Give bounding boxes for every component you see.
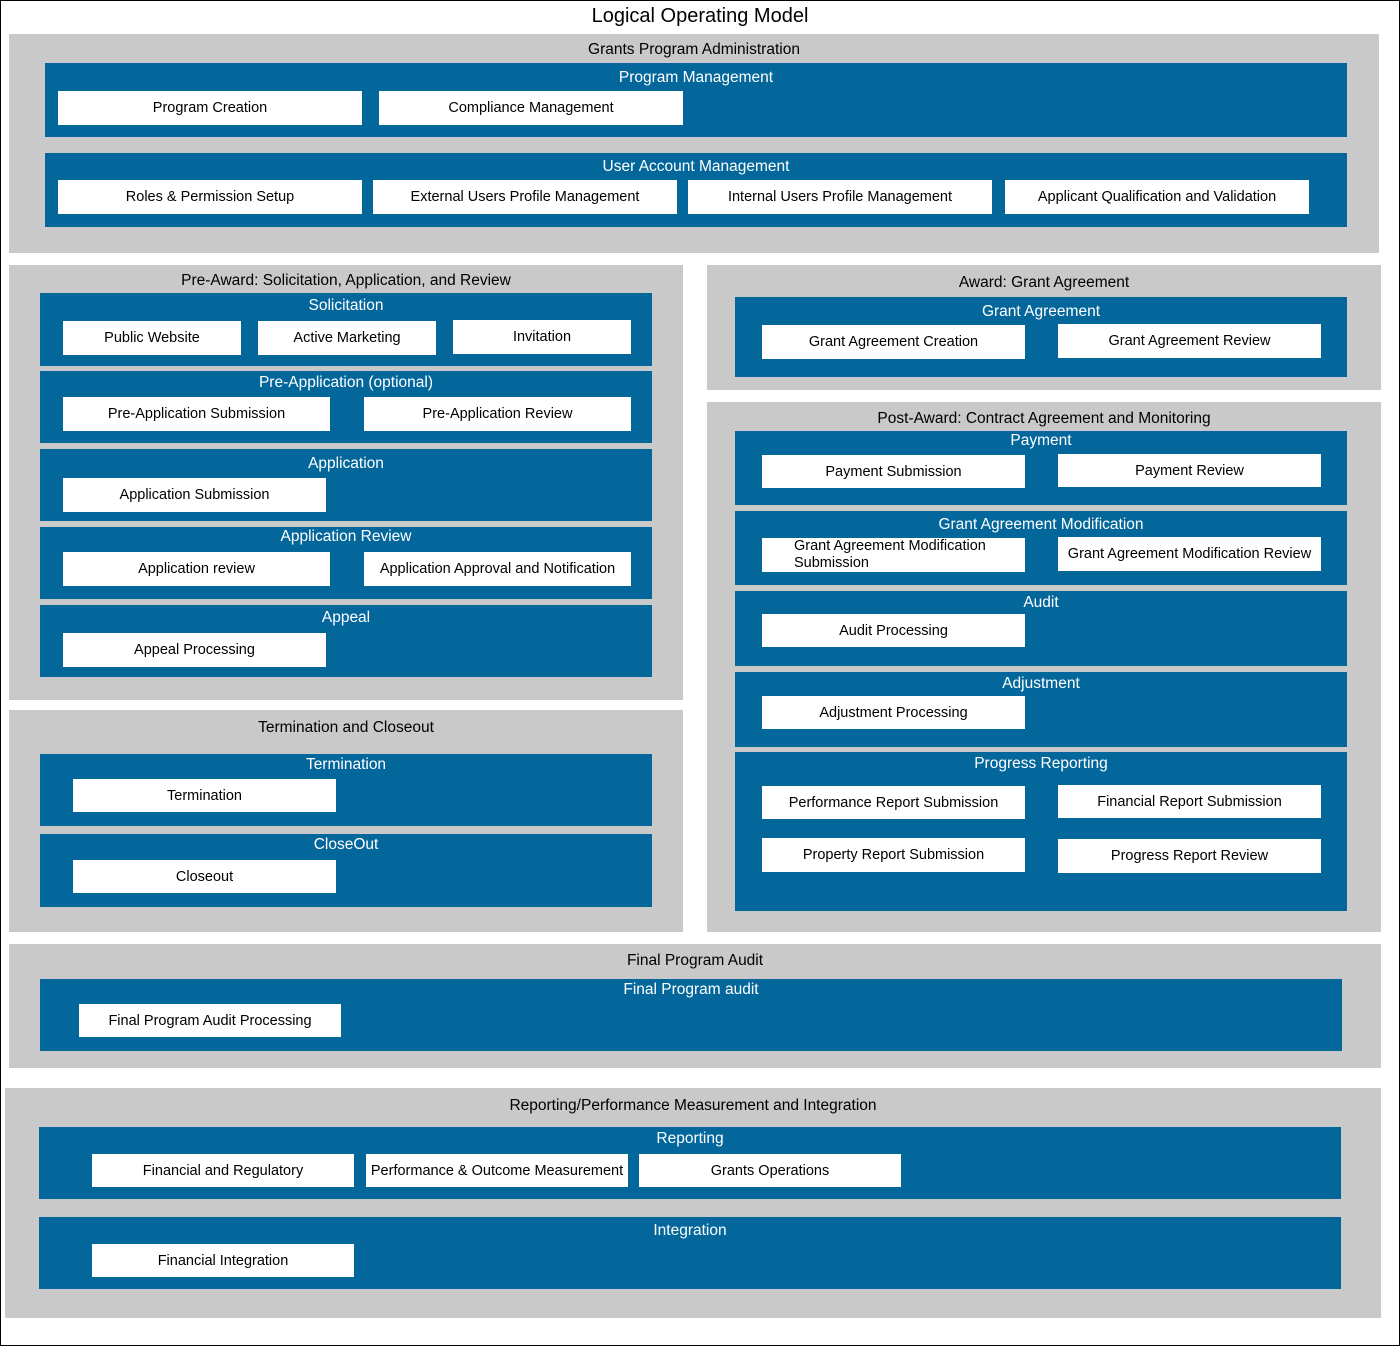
- user-account-management-title: User Account Management: [602, 158, 790, 175]
- modification-title: Grant Agreement Modification: [938, 516, 1144, 533]
- adjustment-panel: [735, 672, 1347, 747]
- termination-closeout-title: Termination and Closeout: [258, 719, 434, 736]
- payment-panel: [735, 431, 1347, 505]
- reporting-integration-panel: [5, 1088, 1381, 1318]
- user-account-management-panel: [45, 153, 1347, 227]
- application-title: Application: [308, 455, 384, 472]
- termination-subpanel: [40, 754, 652, 826]
- termination-subtitle: Termination: [305, 756, 387, 773]
- payment-review-box: Payment Review: [1058, 454, 1321, 487]
- public-website-box: Public Website: [63, 321, 241, 355]
- internal-users-box: Internal Users Profile Management: [688, 180, 992, 214]
- grants-admin-title: Grants Program Administration: [588, 41, 800, 58]
- adjustment-processing-box: Adjustment Processing: [762, 696, 1025, 729]
- closeout-subtitle: CloseOut: [313, 836, 379, 853]
- adjustment-title: Adjustment: [1002, 675, 1080, 692]
- audit-processing-box: Audit Processing: [762, 614, 1025, 647]
- grant-agreement-creation-box: Grant Agreement Creation: [762, 325, 1025, 359]
- grants-operations-box: Grants Operations: [639, 1154, 901, 1187]
- post-award-title: Post-Award: Contract Agreement and Monitoring: [877, 410, 1211, 427]
- pre-application-panel: [40, 371, 652, 443]
- modification-review-box: Grant Agreement Modification Review: [1058, 537, 1321, 571]
- payment-title: Payment: [1010, 432, 1072, 449]
- roles-permission-box: Roles & Permission Setup: [58, 180, 362, 214]
- modification-panel: [735, 511, 1347, 585]
- progress-reporting-panel: [735, 752, 1347, 911]
- grants-admin-panel: [9, 34, 1379, 253]
- progress-reporting-title: Progress Reporting: [974, 755, 1108, 772]
- financial-integration-box: Financial Integration: [92, 1244, 354, 1277]
- award-title: Award: Grant Agreement: [958, 274, 1130, 291]
- final-program-audit-subtitle: Final Program audit: [623, 981, 759, 998]
- performance-outcome-box: Performance & Outcome Measurement: [366, 1154, 628, 1187]
- termination-closeout-panel: [9, 710, 683, 932]
- appeal-panel: [40, 605, 652, 677]
- compliance-management-box: Compliance Management: [379, 91, 683, 125]
- post-award-panel: [707, 402, 1381, 932]
- application-panel: [40, 449, 652, 521]
- applicant-qualification-box: Applicant Qualification and Validation: [1005, 180, 1309, 214]
- closeout-box: Closeout: [73, 860, 336, 893]
- reporting-integration-title: Reporting/Performance Measurement and Integration: [509, 1097, 877, 1114]
- pre-application-submission-box: Pre-Application Submission: [63, 397, 330, 431]
- integration-subtitle: Integration: [653, 1222, 727, 1239]
- appeal-title: Appeal: [321, 609, 371, 626]
- closeout-subpanel: [40, 834, 652, 907]
- solicitation-panel: [40, 293, 652, 366]
- financial-regulatory-box: Financial and Regulatory: [92, 1154, 354, 1187]
- reporting-subpanel: [39, 1127, 1341, 1199]
- grant-agreement-panel: [735, 297, 1347, 377]
- external-users-box: External Users Profile Management: [373, 180, 677, 214]
- application-review-panel: [40, 527, 652, 599]
- modification-submission-box: Grant Agreement Modification Submission: [762, 538, 1025, 572]
- program-creation-box: Program Creation: [58, 91, 362, 125]
- performance-report-box: Performance Report Submission: [762, 786, 1025, 819]
- final-audit-processing-box: Final Program Audit Processing: [79, 1004, 341, 1037]
- pre-application-title: Pre-Application (optional): [258, 374, 434, 391]
- diagram-title: Logical Operating Model: [591, 5, 809, 27]
- audit-panel: [735, 591, 1347, 666]
- appeal-processing-box: Appeal Processing: [63, 633, 326, 667]
- integration-subpanel: [39, 1217, 1341, 1289]
- progress-report-review-box: Progress Report Review: [1058, 839, 1321, 873]
- grant-agreement-title: Grant Agreement: [981, 303, 1101, 320]
- financial-report-box: Financial Report Submission: [1058, 785, 1321, 818]
- application-approval-box: Application Approval and Notification: [364, 552, 631, 586]
- active-marketing-box: Active Marketing: [258, 321, 436, 355]
- final-audit-title: Final Program Audit: [626, 952, 764, 969]
- audit-title: Audit: [1023, 594, 1059, 611]
- property-report-box: Property Report Submission: [762, 838, 1025, 872]
- program-management-panel: [45, 63, 1347, 137]
- application-submission-box: Application Submission: [63, 478, 326, 512]
- grant-agreement-review-box: Grant Agreement Review: [1058, 324, 1321, 358]
- solicitation-title: Solicitation: [308, 297, 384, 314]
- payment-submission-box: Payment Submission: [762, 455, 1025, 488]
- award-panel: [707, 265, 1381, 390]
- application-review-title: Application Review: [280, 528, 412, 545]
- final-program-audit-subpanel: [40, 979, 1342, 1051]
- program-management-title: Program Management: [618, 69, 774, 86]
- pre-award-title: Pre-Award: Solicitation, Application, and Review: [181, 272, 511, 289]
- termination-box: Termination: [73, 779, 336, 812]
- pre-award-panel: [9, 265, 683, 700]
- final-audit-panel: [9, 944, 1381, 1068]
- pre-application-review-box: Pre-Application Review: [364, 397, 631, 431]
- application-review-box: Application review: [63, 552, 330, 586]
- invitation-box: Invitation: [453, 320, 631, 354]
- reporting-subtitle: Reporting: [656, 1130, 724, 1147]
